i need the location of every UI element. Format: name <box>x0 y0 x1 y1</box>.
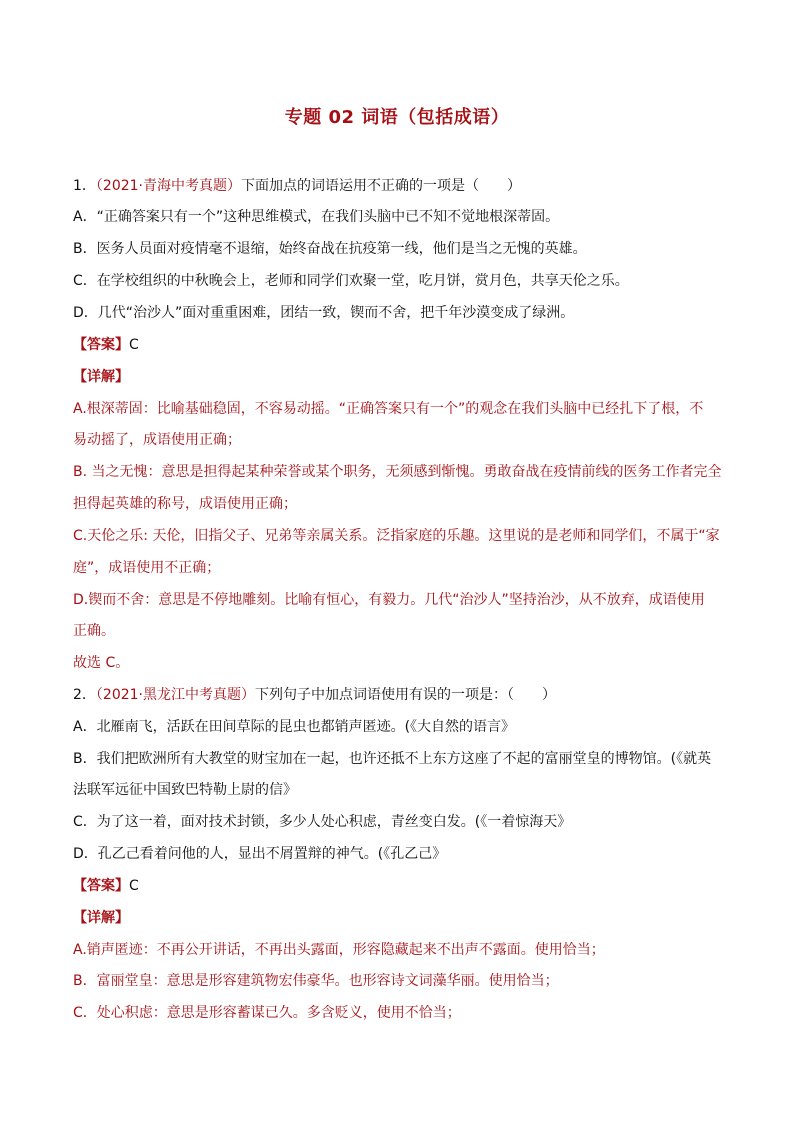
answer-label: 【答案】 <box>73 878 129 894</box>
option-a: A．“正确答案只有一个”这种思维模式，在我们头脑中已不知不觉地根深蒂固。 <box>73 209 560 225</box>
option-a: A．北雁南飞，活跃在田间草际的昆虫也都销声匿迹。(《大自然的语言》 <box>73 719 516 735</box>
explanation-d-line-2: 正确。 <box>73 623 115 639</box>
answer-line <box>73 334 733 356</box>
explanation-d-line-1: D.锲而不舍：意思是不停地雕刻。比喻有恒心，有毅力。几代“治沙人”坚持治沙，从不放弃，成语使用 <box>73 592 705 608</box>
detail-label: 【详解】 <box>73 369 129 385</box>
answer-value: C <box>129 878 139 894</box>
option-c: C．为了这一着，面对技术封锁，多少人处心积虑，青丝变白发。(《一着惊海天》 <box>73 814 572 830</box>
conclusion: 故选 C。 <box>73 655 130 671</box>
answer-label: 【答案】 <box>73 337 129 353</box>
option-b: B．医务人员面对疫情毫不退缩，始终奋战在抗疫第一线，他们是当之无愧的英雄。 <box>73 241 587 257</box>
answer-value: C <box>129 337 139 353</box>
detail-label: 【详解】 <box>73 910 129 926</box>
question-text: 下列句子中加点词语使用有误的一项是：（ ） <box>255 687 557 703</box>
document-title: 专题 02 词语（包括成语） <box>284 107 510 128</box>
option-b-line-1: B．我们把欧洲所有大教堂的财宝加在一起，也许还抵不上东方这座了不起的富丽堂皇的博物馆。(《就英 <box>73 751 712 767</box>
explanation-b-line-2: 担得起英雄的称号，成语使用正确； <box>73 496 297 512</box>
question-1-stem <box>73 175 733 197</box>
question-number: 1． <box>73 178 96 194</box>
question-number: 2． <box>73 687 96 703</box>
question-text: 下面加点的词语运用不正确的一项是（ ） <box>241 178 522 194</box>
question-2-stem <box>73 684 733 706</box>
explanation-a-line-1: A.根深蒂固：比喻基础稳固，不容易动摇。“正确答案只有一个”的观念在我们头脑中已经扎下了根，不 <box>73 401 704 417</box>
explanation-a: A.销声匿迹：不再公开讲话，不再出头露面，形容隐藏起来不出声不露面。使用恰当； <box>73 942 605 958</box>
explanation-b: B．富丽堂皇：意思是形容建筑物宏伟豪华。也形容诗文词藻华丽。使用恰当； <box>73 973 559 989</box>
explanation-a-line-2: 易动摇了，成语使用正确； <box>73 432 241 448</box>
question-source: （2021·青海中考真题） <box>95 178 242 194</box>
answer-line <box>73 875 733 897</box>
option-b-line-2: 法联军远征中国致巴特勒上尉的信》 <box>73 782 297 798</box>
explanation-c: C．处心积虑：意思是形容蓄谋已久。多含贬义，使用不恰当； <box>73 1005 461 1021</box>
option-d: D．孔乙己看着问他的人，显出不屑置辩的神气。(《孔乙己》 <box>73 846 447 862</box>
explanation-c-line-2: 庭”，成语使用不正确； <box>73 560 221 576</box>
explanation-b-line-1: B. 当之无愧：意思是担得起某种荣誉或某个职务，无须感到惭愧。勇敢奋战在疫情前线的医务工作者完全 <box>73 464 722 480</box>
option-d: D．几代“治沙人”面对重重困难，团结一致，锲而不舍，把千年沙漠变成了绿洲。 <box>73 305 575 321</box>
explanation-c-line-1: C.天伦之乐: 天伦，旧指父子、兄弟等亲属关系。泛指家庭的乐趣。这里说的是老师和同学们，不属于“家 <box>73 528 720 544</box>
option-c: C．在学校组织的中秋晚会上，老师和同学们欢聚一堂，吃月饼，赏月色，共享天伦之乐。 <box>73 273 629 289</box>
question-source: （2021·黑龙江中考真题） <box>95 687 256 703</box>
